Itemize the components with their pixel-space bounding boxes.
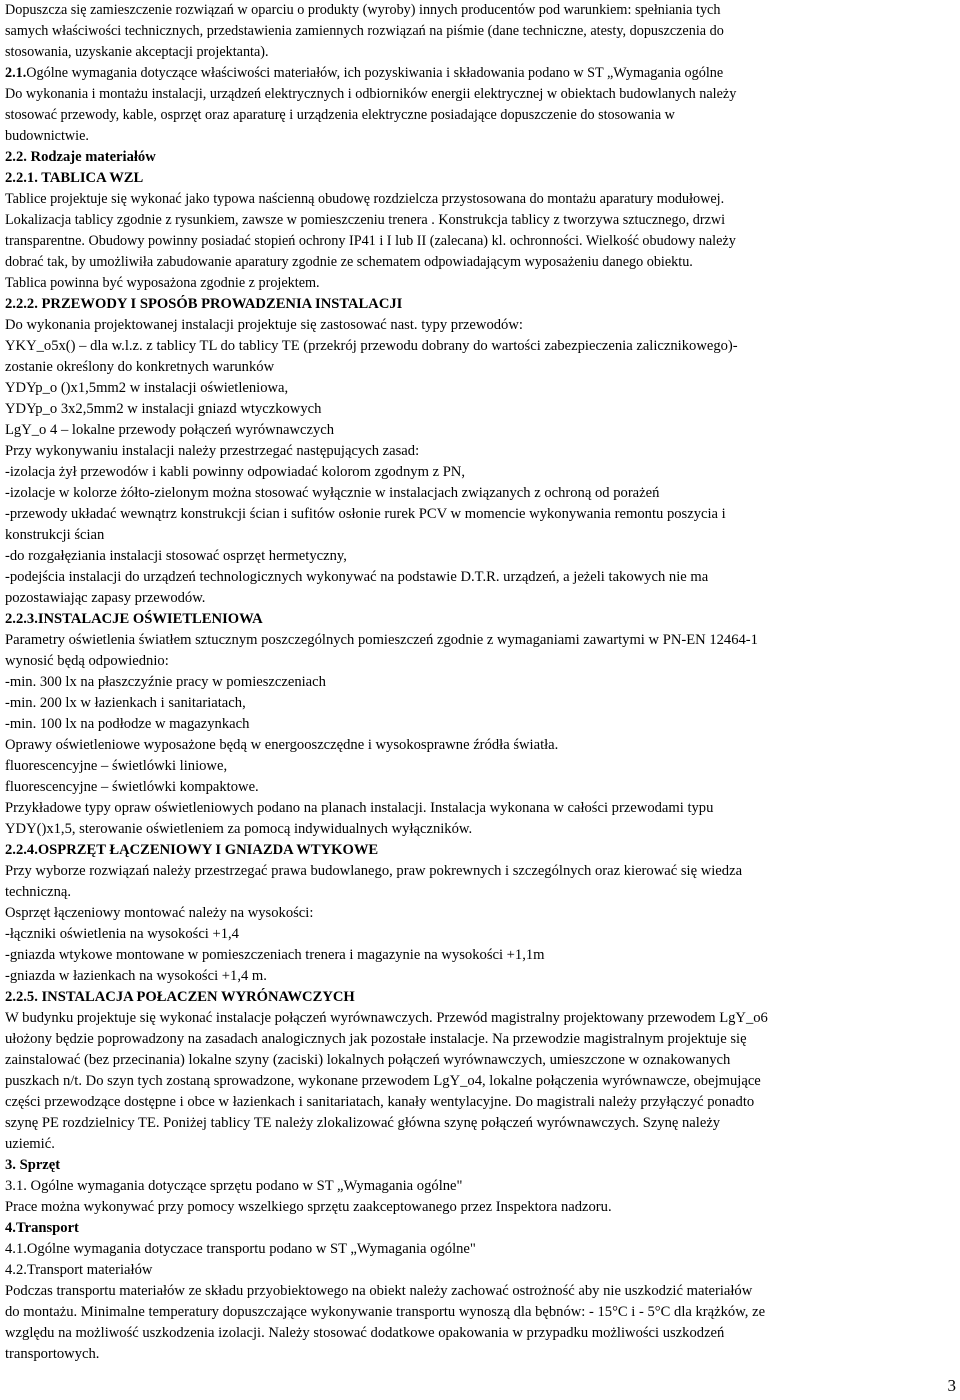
text-line [5, 1239, 957, 1260]
line-text: Do wykonania projektowanej instalacji projektuje się zastosować nast. typy przewodów: [5, 317, 523, 333]
section-heading-line [5, 63, 957, 84]
line-text: YKY_o5x() – dla w.l.z. z tablicy TL do tablicy TE (przekrój przewodu dobrany do wartości zabezpieczenia zalicznikowego)- [5, 338, 738, 354]
text-line [5, 546, 957, 567]
text-line [5, 924, 957, 945]
text-line [5, 861, 957, 882]
line-text: -izolacje w kolorze żółto-zielonym można stosować wyłącznie w instalacjach związanych z ochroną od porażeń [5, 485, 660, 501]
text-line [5, 903, 957, 924]
line-text: 4.2.Transport materiałów [5, 1262, 153, 1278]
text-line [5, 651, 957, 672]
line-text: YDY()x1,5, sterowanie oświetleniem za pomocą indywidualnych wyłączników. [5, 821, 473, 837]
line-text: Ogólne wymagania dotyczące właściwości materiałów, ich pozyskiwania i składowania podano w ST „Wymagania ogólne [26, 65, 724, 81]
heading-text: 3. Sprzęt [5, 1157, 61, 1173]
heading-text: 4.Transport [5, 1220, 79, 1236]
heading-text: 2.1. [5, 65, 27, 81]
line-text: Dopuszcza się zamieszczenie rozwiązań w oparciu o produkty (wyroby) innych producentów pod warunkiem: spełniania tych [5, 2, 721, 18]
text-line [5, 315, 957, 336]
section-heading-line [5, 1218, 957, 1239]
text-line [5, 462, 957, 483]
text-line [5, 1197, 957, 1218]
line-text: Tablice projektuje się wykonać jako typowa naścienną obudowę rozdzielcza przystosowana do montażu aparatury modułowej. [5, 191, 725, 207]
line-text: ułożony będzie poprowadzony na zasadach analogicznych jak pozostałe instalacje. Na przewodzie magistralnym projektuje się [5, 1031, 747, 1047]
text-line [5, 1281, 957, 1302]
text-line [5, 672, 957, 693]
text-line [5, 441, 957, 462]
text-line [5, 210, 957, 231]
text-line [5, 42, 957, 63]
heading-text: 2.2.1. TABLICA WZL [5, 170, 144, 186]
text-line [5, 420, 957, 441]
line-text: samych właściwości technicznych, przedstawienia zamiennych rozwiązań na piśmie (dane techniczne, atesty, dopuszczenia do [5, 23, 724, 39]
text-line [5, 1092, 957, 1113]
text-line [5, 882, 957, 903]
line-text: Do wykonania i montażu instalacji, urządzeń elektrycznych i odbiorników energii elektrycznej w obiektach budowlanych należy [5, 86, 737, 102]
section-heading-line [5, 840, 957, 861]
section-heading-line [5, 609, 957, 630]
section-heading-line [5, 168, 957, 189]
line-text: Tablica powinna być wyposażona zgodnie z projektem. [5, 275, 320, 291]
text-line [5, 588, 957, 609]
line-text: Oprawy oświetleniowe wyposażone będą w energooszczędne i wysokosprawne źródła światła. [5, 737, 559, 753]
text-line [5, 1323, 957, 1344]
line-text: -podejścia instalacji do urządzeń technologicznych wykonywać na podstawie D.T.R. urządzeń, a jeżeli takowych nie ma [5, 569, 709, 585]
line-text: techniczną. [5, 884, 72, 900]
line-text: transparentne. Obudowy powinny posiadać stopień ochrony IP41 i I lub II (zalecana) kl. ochronności. Wielkość obudowy należy [5, 233, 736, 249]
text-line [5, 1008, 957, 1029]
line-text: puszkach n/t. Do szyn tych zostaną sprowadzone, wykonane przewodem LgY_o4, lokalne połączenia wyrównawcze, obejmujące [5, 1073, 761, 1089]
section-heading-line [5, 147, 957, 168]
line-text: konstrukcji ścian [5, 527, 105, 543]
section-heading-line [5, 987, 957, 1008]
line-text: -gniazda wtykowe montowane w pomieszczeniach trenera i magazynie na wysokości +1,1m [5, 947, 545, 963]
line-text: stosować przewody, kable, osprzęt oraz aparaturę i urządzenia elektryczne posiadające dopuszczenie do stosowania w [5, 107, 675, 123]
line-text: Lokalizacja tablicy zgodnie z rysunkiem, zawsze w pomieszczeniu trenera . Konstrukcja tablicy z tworzywa sztucznego, drzwi [5, 212, 726, 228]
line-text: Osprzęt łączeniowy montować należy na wysokości: [5, 905, 314, 921]
text-line [5, 567, 957, 588]
line-text: -min. 300 lx na płaszczyźnie pracy w pomieszczeniach [5, 674, 326, 690]
text-line [5, 189, 957, 210]
line-text: Parametry oświetlenia światłem sztucznym poszczególnych pomieszczeń zgodnie z wymaganiami zawartymi w PN-EN 12464-1 [5, 632, 758, 648]
text-line [5, 798, 957, 819]
line-text: względu na możliwość uszkodzenia izolacji. Należy stosować dodatkowe opakowania w przypadku możliwości uszkodzeń [5, 1325, 725, 1341]
page-number: 3 [947, 1376, 956, 1395]
text-line [5, 378, 957, 399]
line-text: szynę PE rozdzielnicy TE. Poniżej tablicy TE należy zlokalizować główna szynę połączeń wyrównawczych. Szynę należy [5, 1115, 721, 1131]
line-text: -gniazda w łazienkach na wysokości +1,4 m. [5, 968, 267, 984]
text-line [5, 21, 957, 42]
text-line [5, 1050, 957, 1071]
text-line [5, 231, 957, 252]
line-text: uziemić. [5, 1136, 55, 1152]
text-line [5, 1302, 957, 1323]
line-text: zainstalować (bez przecinania) lokalne szyny (zaciski) lokalnych połączeń wyrównawczych, umieszczone w oznakowanych [5, 1052, 731, 1068]
text-line [5, 1260, 957, 1281]
text-line [5, 525, 957, 546]
text-line [5, 1344, 957, 1365]
line-text: Podczas transportu materiałów ze składu przyobiektowego na obiekt należy zachować ostrożność aby nie uszkodzić materiałów [5, 1283, 753, 1299]
text-line [5, 336, 957, 357]
heading-text: 2.2.4.OSPRZĘT ŁĄCZENIOWY I GNIAZDA WTYKOWE [5, 842, 379, 858]
text-line [5, 1029, 957, 1050]
text-line [5, 630, 957, 651]
line-text: stosowania, uzyskanie akceptacji projektanta). [5, 44, 269, 60]
line-text: zostanie określony do konkretnych warunków [5, 359, 275, 375]
line-text: -min. 100 lx na podłodze w magazynkach [5, 716, 250, 732]
line-text: transportowych. [5, 1346, 100, 1362]
line-text: YDYp_o 3x2,5mm2 w instalacji gniazd wtyczkowych [5, 401, 322, 417]
line-text: fluorescencyjne – świetlówki kompaktowe. [5, 779, 259, 795]
line-text: Prace można wykonywać przy pomocy wszelkiego sprzętu zaakceptowanego przez Inspektora nadzoru. [5, 1199, 612, 1215]
text-line [5, 735, 957, 756]
text-line [5, 399, 957, 420]
text-line [5, 1071, 957, 1092]
text-line [5, 945, 957, 966]
text-line [5, 819, 957, 840]
text-line [5, 756, 957, 777]
text-line [5, 1176, 957, 1197]
text-line [5, 105, 957, 126]
text-line [5, 252, 957, 273]
line-text: -łączniki oświetlenia na wysokości +1,4 [5, 926, 239, 942]
text-line [5, 0, 957, 21]
line-text: do montażu. Minimalne temperatury dopuszczające wykonywanie transportu wynoszą dla bębnów: - 15°C i - 5°C dla krążków, ze [5, 1304, 766, 1320]
line-text: 4.1.Ogólne wymagania dotyczace transportu podano w ST „Wymagania ogólne" [5, 1241, 476, 1257]
line-text: części przewodzące dostępne i obce w łazienkach i sanitariatach, kanały wentylacyjne. Do magistrali należy przyłączyć ponadto [5, 1094, 755, 1110]
line-text: Przy wyborze rozwiązań należy przestrzegać prawa budowlanego, praw pokrewnych i szczególnych oraz kierować się wiedza [5, 863, 743, 879]
line-text: Przykładowe typy opraw oświetleniowych podano na planach instalacji. Instalacja wykonana w całości przewodami typu [5, 800, 714, 816]
text-line [5, 693, 957, 714]
line-text: Przy wykonywaniu instalacji należy przestrzegać następujących zasad: [5, 443, 420, 459]
text-line [5, 483, 957, 504]
text-line [5, 126, 957, 147]
line-text: dobrać tak, by umożliwiła zabudowanie aparatury zgodnie ze schematem odpowiadającym wyposażeniu danego obiektu. [5, 254, 693, 270]
section-heading-line [5, 294, 957, 315]
text-line [5, 504, 957, 525]
line-text: 3.1. Ogólne wymagania dotyczące sprzętu podano w ST „Wymagania ogólne" [5, 1178, 463, 1194]
line-text: fluorescencyjne – świetlówki liniowe, [5, 758, 228, 774]
line-text: -min. 200 lx w łazienkach i sanitariatach, [5, 695, 246, 711]
heading-text: 2.2.5. INSTALACJA POŁACZEN WYRÓNAWCZYCH [5, 989, 355, 1005]
heading-text: 2.2.3.INSTALACJE OŚWIETLENIOWA [5, 611, 263, 627]
text-line [5, 1134, 957, 1155]
section-heading-line [5, 1155, 957, 1176]
text-line [5, 777, 957, 798]
line-text: -izolacja żył przewodów i kabli powinny odpowiadać kolorom zgodnym z PN, [5, 464, 465, 480]
heading-text: 2.2. Rodzaje materiałów [5, 149, 156, 165]
text-line [5, 273, 957, 294]
line-text: pozostawiając zapasy przewodów. [5, 590, 206, 606]
text-line [5, 714, 957, 735]
text-line [5, 1113, 957, 1134]
line-text: YDYp_o ()x1,5mm2 w instalacji oświetleniowa, [5, 380, 289, 396]
text-line [5, 966, 957, 987]
line-text: budownictwie. [5, 128, 89, 144]
line-text: -do rozgałęziania instalacji stosować osprzęt hermetyczny, [5, 548, 347, 564]
line-text: wynosić będą odpowiednio: [5, 653, 169, 669]
document-body [5, 0, 957, 1365]
text-line [5, 84, 957, 105]
heading-text: 2.2.2. PRZEWODY I SPOSÓB PROWADZENIA INSTALACJI [5, 296, 403, 312]
line-text: -przewody układać wewnątrz konstrukcji ścian i sufitów osłonie rurek PCV w momencie wykonywania remontu poszycia i [5, 506, 726, 522]
text-line [5, 357, 957, 378]
line-text: LgY_o 4 – lokalne przewody połączeń wyrównawczych [5, 422, 335, 438]
line-text: W budynku projektuje się wykonać instalacje połączeń wyrównawczych. Przewód magistralny projektowany przewodem LgY_o6 [5, 1010, 768, 1026]
